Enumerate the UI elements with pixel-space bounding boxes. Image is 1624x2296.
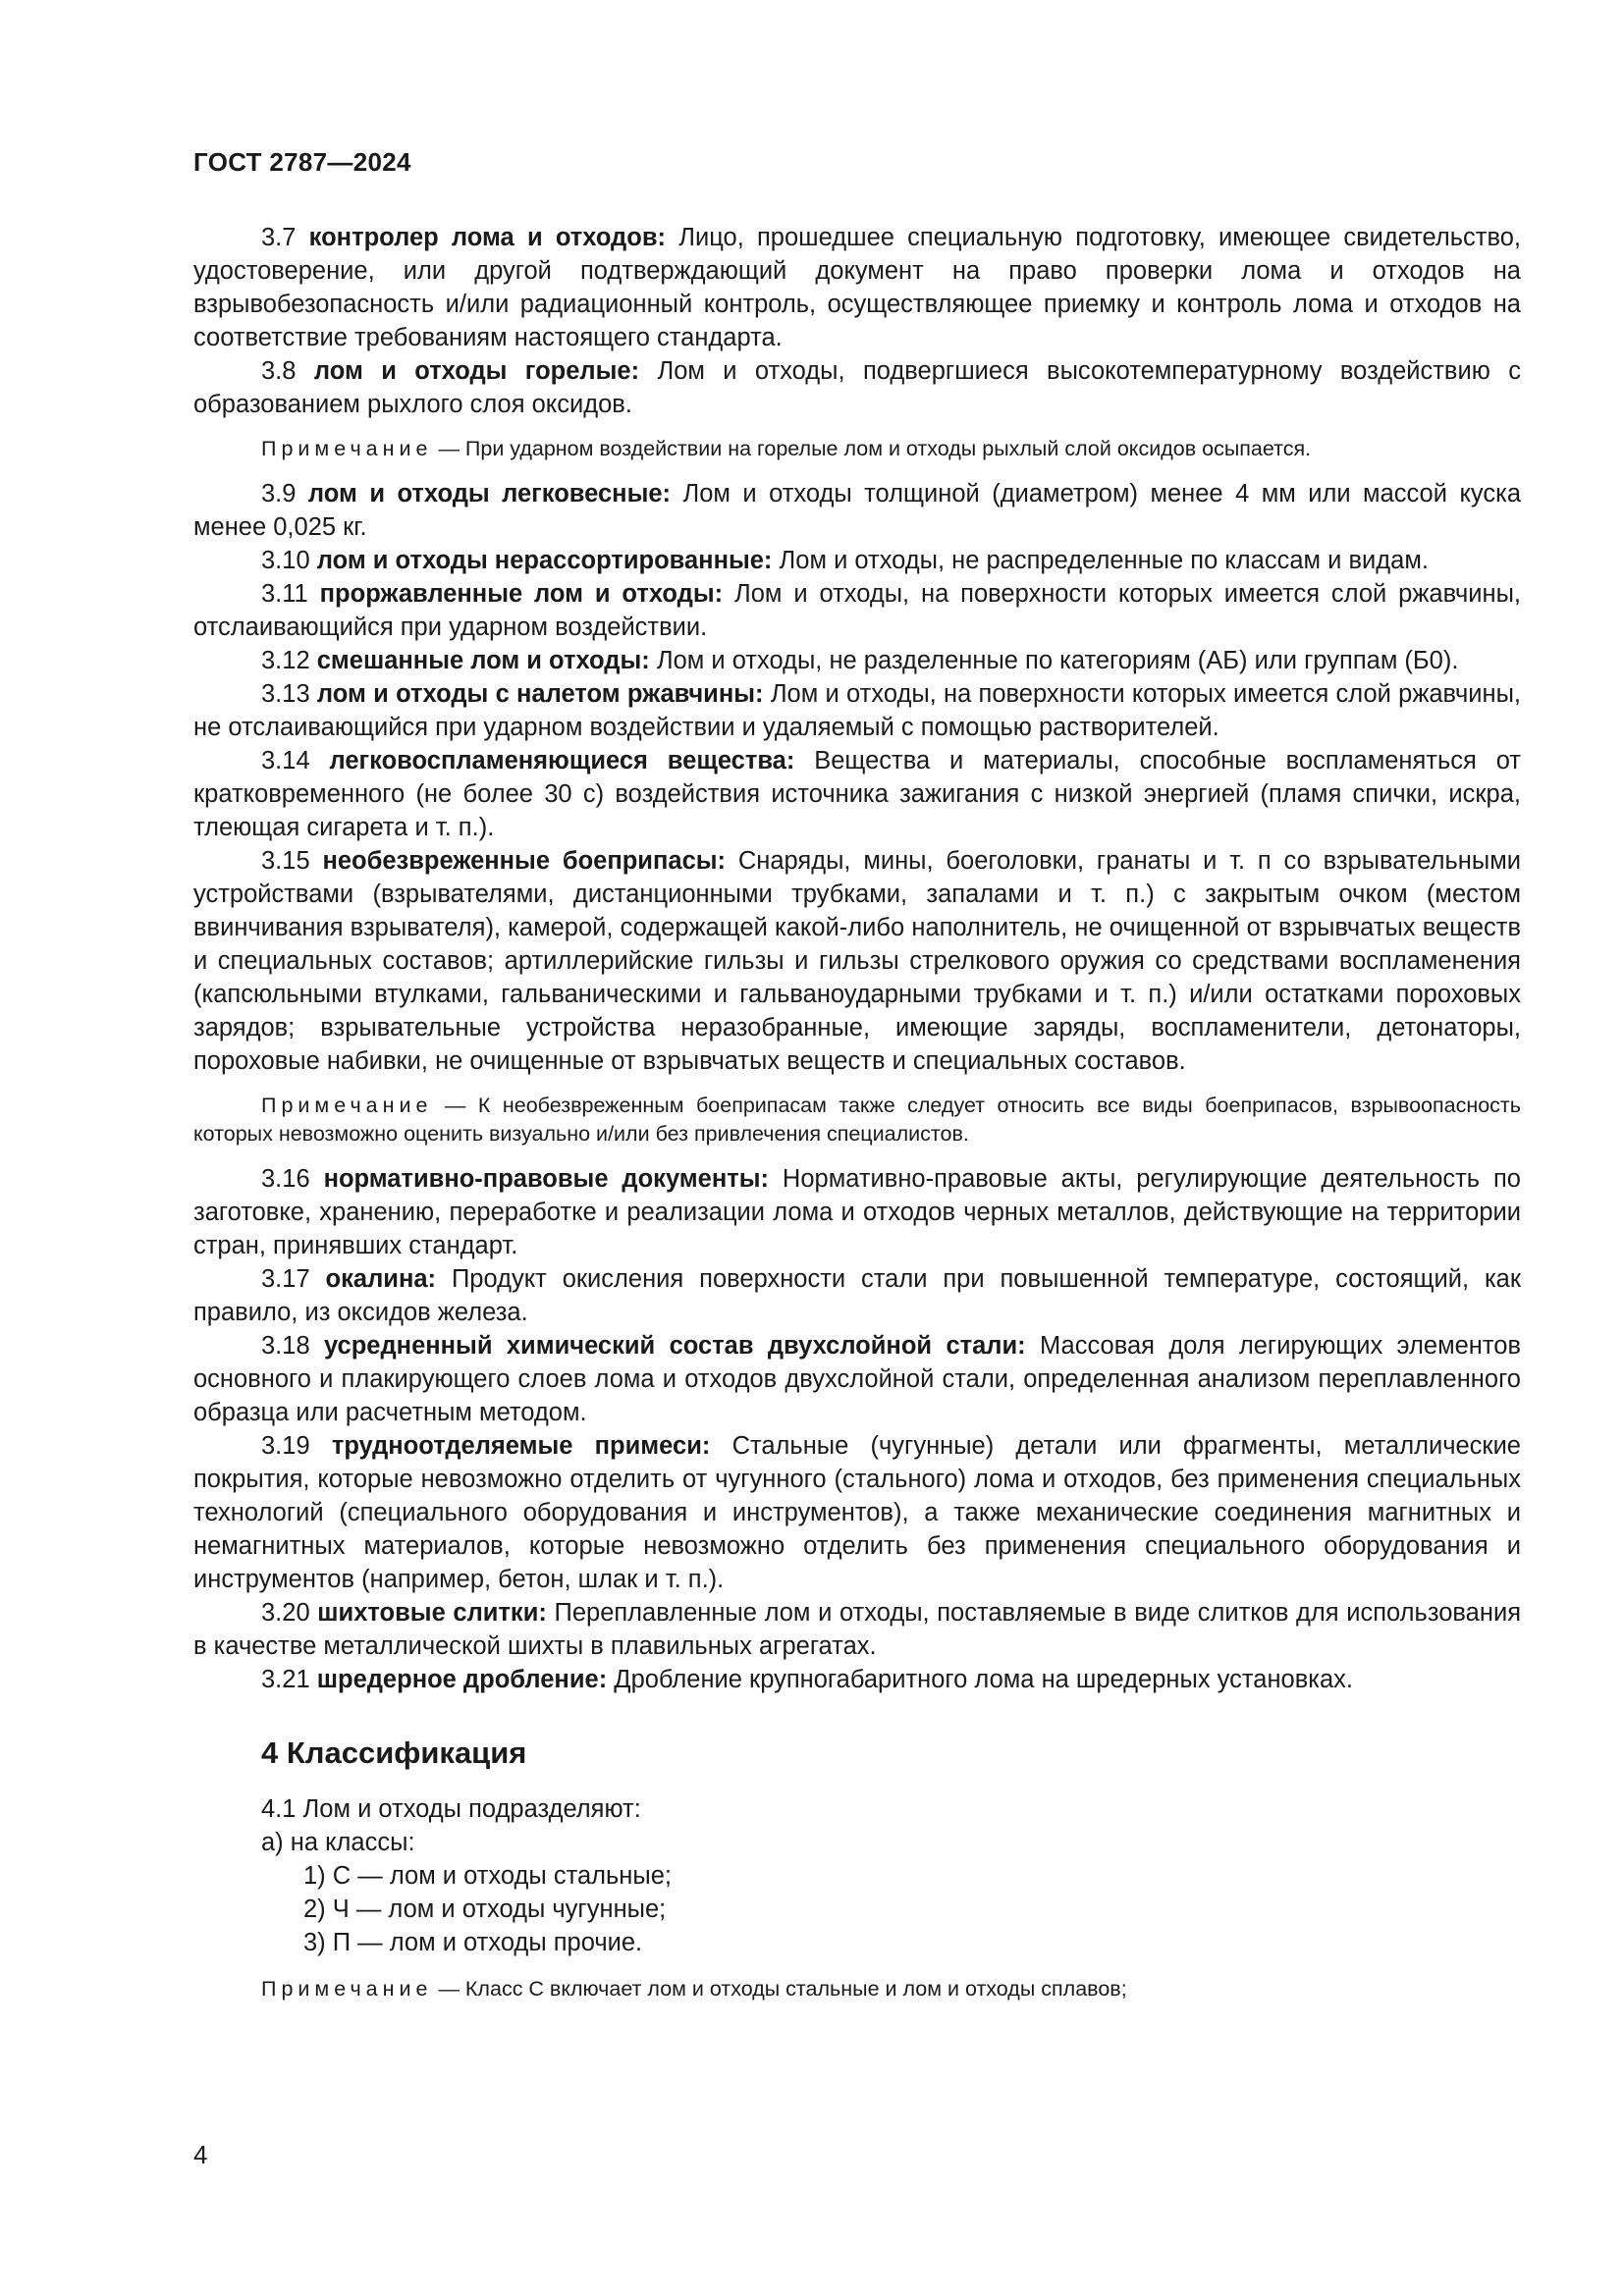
term-number: 3.7 — [261, 224, 297, 251]
terms-group — [193, 477, 1521, 1078]
term-definition — [193, 1429, 1521, 1596]
term-text: Продукт окисления поверхности стали при повышенной температуре, состоящий, как правило, из оксидов железа. — [193, 1265, 1522, 1326]
term-name: смешанные лом и отходы: — [316, 647, 650, 674]
term-number: 3.14 — [261, 747, 310, 774]
note — [261, 1975, 1521, 2003]
term-number: 3.18 — [261, 1332, 310, 1360]
term-text: Лом и отходы, на поверхности которых имеется слой ржавчины, отслаивающийся при ударном воздействии. — [193, 580, 1521, 641]
document-header: ГОСТ 2787—2024 — [193, 147, 411, 177]
term-definition — [193, 844, 1521, 1078]
note-label: Примечание — [261, 1977, 433, 2001]
term-definition — [193, 1329, 1521, 1429]
term-name: лом и отходы с налетом ржавчины: — [316, 680, 764, 708]
term-name: окалина: — [325, 1265, 437, 1293]
term-text: Массовая доля легирующих элементов основного и плакирующего слоев лома и отходов двухслойной стали, определенная анализом переплавленного образца или расчетным методом. — [193, 1332, 1521, 1426]
term-text: Снаряды, мины, боеголовки, гранаты и т. п со взрывательными устройствами (взрывателями, дистанционными трубками, запалами и т. п.) с закрытым очком (местом ввинчивания взрывателя), камерой, содержащей какой-либо наполнитель, не очищенной от взрывчатых веществ и специальных составов; артиллерийские гильзы и гильзы стрелкового оружия со средствами воспламенения (капсюльными втулками, гальваническими и гальваноударными трубками и т. п.) и/или остатками пороховых зарядов; взрывательные устройства неразобранные, имеющие заряды, воспламенители, детонаторы, пороховые набивки, не очищенные от взрывчатых веществ и специальных составов. — [193, 847, 1521, 1075]
term-number: 3.16 — [261, 1165, 310, 1193]
term-name: шихтовые слитки: — [317, 1599, 547, 1627]
term-number: 3.21 — [261, 1666, 310, 1693]
list-item: 3) П — лом и отходы прочие. — [303, 1929, 643, 1956]
term-text: Вещества и материалы, способные воспламеняться от кратковременного (не более 30 с) воздействия источника зажигания с низкой энергией (пламя спички, искра, тлеющая сигарета и т. п.). — [193, 747, 1521, 841]
term-definition — [193, 1262, 1521, 1329]
note — [193, 435, 1521, 463]
note-label: Примечание — [261, 1094, 433, 1117]
term-text: Лом и отходы, подвергшиеся высокотемпературному воздействию с образованием рыхлого слоя оксидов. — [193, 357, 1521, 418]
term-text: Стальные (чугунные) детали или фрагменты, металлические покрытия, которые невозможно отделить от чугунного (стального) лома и отходов, без применения специальных технологий (специального оборудования и инструментов), а также механические соединения магнитных и немагнитных материалов, которые невозможно отделить без применения специального оборудования и инструментов (например, бетон, шлак и т. п.). — [193, 1432, 1521, 1593]
term-number: 3.10 — [261, 547, 310, 574]
term-name: необезвреженные боеприпасы: — [322, 847, 727, 875]
term-number: 3.17 — [261, 1265, 310, 1293]
term-text: Лицо, прошедшее специальную подготовку, имеющее свидетельство, удостоверение, или другой подтверждающий документ на право проверки лома и отходов на взрывобезопасность и/или радиационный контроль, осуществляющее приемку и контроль лома и отходов на соответствие требованиям настоящего стандарта. — [193, 224, 1521, 351]
term-text: Лом и отходы, не распределенные по классам и видам. — [779, 547, 1429, 574]
term-text: Лом и отходы, не разделенные по категориям (АБ) или группам (Б0). — [656, 647, 1459, 674]
term-number: 3.19 — [261, 1432, 310, 1460]
term-name: лом и отходы легковесные: — [307, 480, 672, 507]
term-definition — [193, 477, 1521, 544]
note-text: — К необезвреженным боеприпасам также следует относить все виды боеприпасов, взрывоопасность которых невозможно оценить визуально и/или без привлечения специалистов. — [193, 1094, 1521, 1146]
term-definition — [193, 221, 1521, 354]
term-text: Дробление крупногабаритного лома на шредерных установках. — [614, 1666, 1353, 1693]
term-number: 3.11 — [261, 580, 308, 608]
term-definition — [193, 577, 1521, 644]
term-number: 3.9 — [261, 480, 297, 507]
page-number: 4 — [193, 2140, 208, 2169]
term-number: 3.15 — [261, 847, 310, 875]
term-text: Лом и отходы толщиной (диаметром) менее 4 мм или массой куска менее 0,025 кг. — [193, 480, 1521, 541]
term-number: 3.13 — [261, 680, 310, 708]
term-number: 3.12 — [261, 647, 310, 674]
term-name: лом и отходы нерассортированные: — [316, 547, 773, 574]
term-name: лом и отходы горелые: — [313, 357, 640, 385]
term-definition — [193, 1596, 1521, 1663]
term-name: легковоспламеняющиеся вещества: — [329, 747, 795, 774]
note-text: — При ударном воздействии на горелые лом и отходы рыхлый слой оксидов осыпается. — [438, 437, 1312, 460]
term-definition — [193, 644, 1521, 677]
list-item: 1) С — лом и отходы стальные; — [303, 1862, 672, 1890]
term-name: шредерное дробление: — [316, 1666, 608, 1693]
term-name: усредненный химический состав двухслойной стали: — [324, 1332, 1026, 1360]
document-body — [193, 221, 1521, 2003]
note-label: Примечание — [261, 437, 433, 460]
term-name: проржавленные лом и отходы: — [319, 580, 724, 608]
section-heading: 4 Классификация — [261, 1735, 527, 1770]
term-text: Нормативно-правовые акты, регулирующие деятельность по заготовке, хранению, переработке и реализации лома и отходов черных металлов, действующие на территории стран, принявших стандарт. — [193, 1165, 1521, 1259]
term-text: Лом и отходы, на поверхности которых имеется слой ржавчины, не отслаивающийся при ударном воздействии и удаляемый с помощью растворителей. — [193, 680, 1521, 741]
note — [193, 1092, 1521, 1148]
term-name: трудноотделяемые примеси: — [331, 1432, 711, 1460]
note-text: — Класс С включает лом и отходы стальные и лом и отходы сплавов; — [438, 1977, 1127, 2001]
clause-4-1: 4.1 Лом и отходы подразделяют: — [261, 1795, 641, 1823]
term-name: контролер лома и отходов: — [308, 224, 666, 251]
list-a: а) на классы: — [261, 1829, 415, 1856]
terms-group — [193, 221, 1521, 421]
term-name: нормативно-правовые документы: — [323, 1165, 769, 1193]
terms-group — [193, 1162, 1521, 1696]
term-definition — [193, 1162, 1521, 1262]
term-definition — [193, 544, 1521, 577]
term-definition — [193, 354, 1521, 421]
term-number: 3.8 — [261, 357, 297, 385]
term-text: Переплавленные лом и отходы, поставляемые в виде слитков для использования в качестве металлической шихты в плавильных агрегатах. — [193, 1599, 1521, 1660]
term-number: 3.20 — [261, 1599, 310, 1627]
term-definition — [193, 744, 1521, 844]
term-definition — [193, 1663, 1521, 1696]
term-definition — [193, 677, 1521, 744]
list-item: 2) Ч — лом и отходы чугунные; — [303, 1896, 667, 1923]
